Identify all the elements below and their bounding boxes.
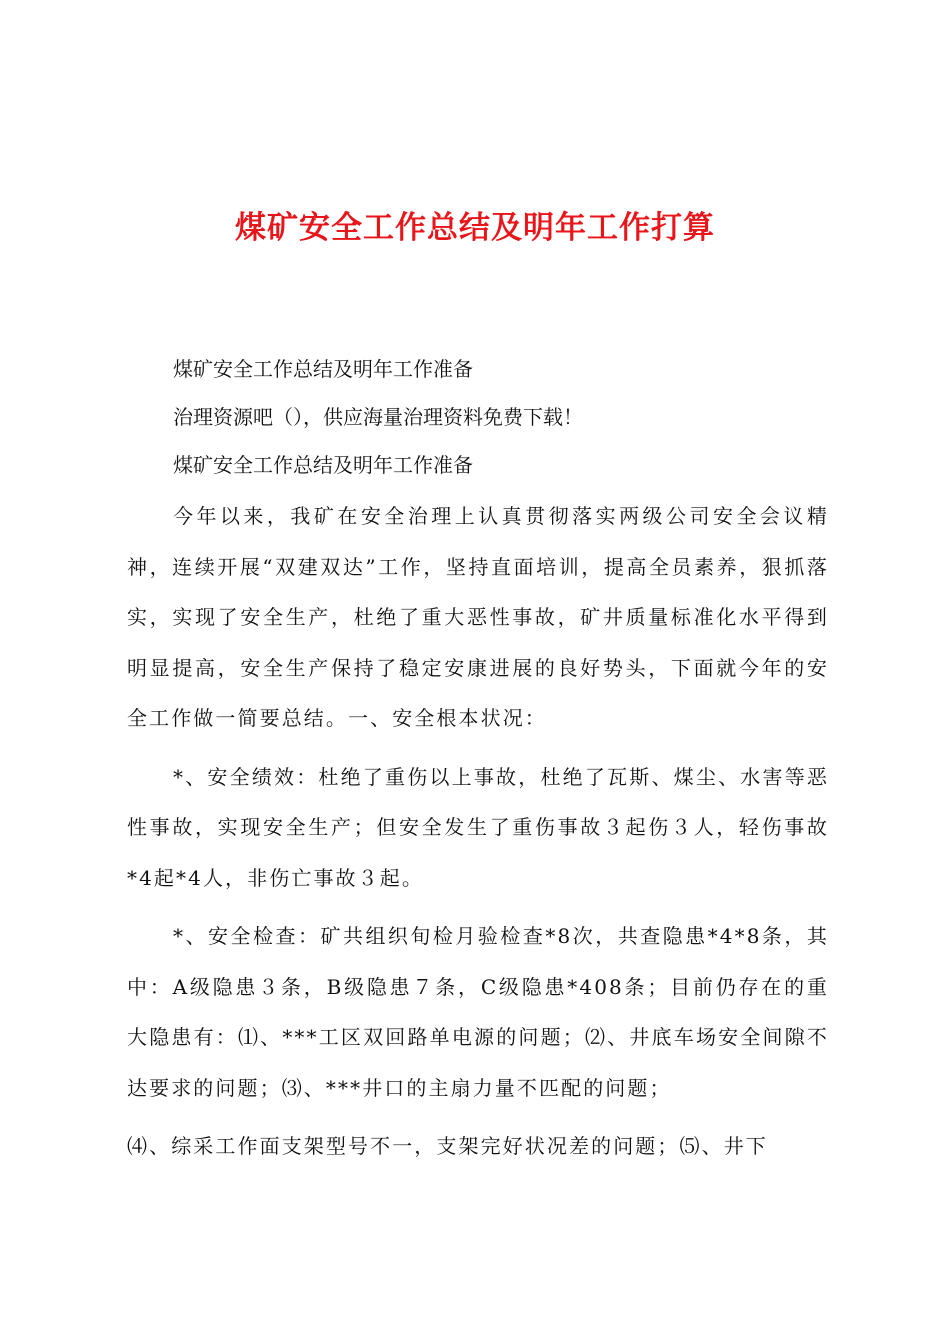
document-body [127, 345, 829, 1172]
subtitle-line: 煤矿安全工作总结及明年工作准备 [173, 357, 473, 381]
source-line: 治理资源吧（），供应海量治理资料免费下载！ [173, 405, 583, 429]
document-title: 煤矿安全工作总结及明年工作打算 [235, 210, 715, 246]
subtitle-line-repeat: 煤矿安全工作总结及明年工作准备 [173, 453, 473, 477]
paragraph-gap [127, 903, 829, 911]
paragraph-overview: 今年以来，我矿在安全治理上认真贯彻落实两级公司安全会议精神，连续开展“双建双达”工作，坚持直面培训，提高全员素养，狠抓落实，实现了安全生产，杜绝了重大恶性事故，矿井质量标准化水平得到明显提高，安全生产保持了稳定安康进展的良好势头，下面就今年的安全工作做一简要总结。一、安全根本状况： [127, 504, 829, 730]
paragraph-safety-performance: *、安全绩效：杜绝了重伤以上事故，杜绝了瓦斯、煤尘、水害等恶性事故，实现安全生产；但安全发生了重伤事故３起伤３人，轻伤事故*4起*4人，非伤亡事故３起。 [127, 764, 829, 890]
paragraph-gap [127, 1113, 829, 1121]
paragraph-safety-inspection: *、安全检查：矿共组织旬检月验检查*8次，共查隐患*4*8条，其中：A级隐患３条，B级隐患７条，C级隐患*408条；目前仍存在的重大隐患有：⑴、***工区双回路单电源的问题；⑵、井底车场安全间隙不达要求的问题；⑶、***井口的主扇力量不匹配的问题； [127, 924, 829, 1100]
paragraph-gap [127, 744, 829, 752]
paragraph-continued: ⑷、综采工作面支架型号不一，支架完好状况差的问题；⑸、井下 [127, 1134, 768, 1158]
